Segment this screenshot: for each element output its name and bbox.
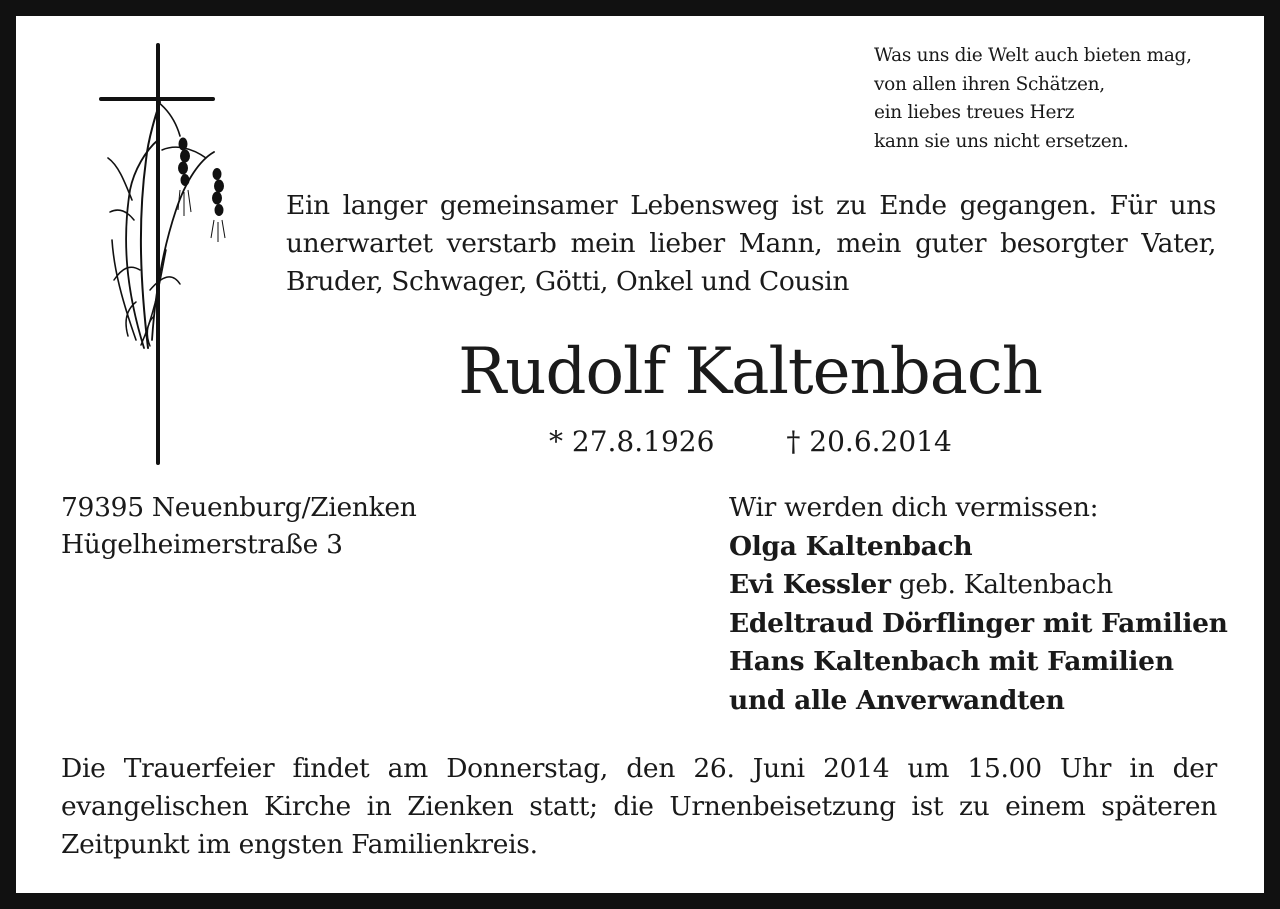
birth-date: * 27.8.1926 — [549, 425, 715, 458]
notice-line: evangelischen Kirche in Zienken statt; die Urnenbeisetzung ist zu einem späteren — [61, 791, 1217, 822]
intro-line: unerwartet verstarb mein lieber Mann, mein guter besorgter Vater, — [286, 228, 1216, 259]
deceased-name: Rudolf Kaltenbach — [458, 335, 1042, 409]
intro-line: Ein langer gemeinsamer Lebensweg ist zu Ende gegangen. Für uns — [286, 190, 1216, 221]
notice-line: Die Trauerfeier findet am Donnerstag, den 26. Juni 2014 um 15.00 Uhr in der — [61, 753, 1217, 784]
mourner-name: Edeltraud Dörflinger mit Familien — [729, 607, 1228, 639]
mourner-name: Hans Kaltenbach mit Familien — [729, 646, 1174, 677]
poem-line: kann sie uns nicht ersetzen. — [874, 130, 1129, 152]
mourners-block — [729, 489, 1228, 720]
poem-line: ein liebes treues Herz — [874, 102, 1075, 123]
mourner-name: und alle Anverwandten — [729, 684, 1065, 716]
poem — [874, 42, 1254, 156]
life-dates — [549, 422, 952, 462]
death-date: † 20.6.2014 — [786, 425, 952, 458]
address-line: Hügelheimerstraße 3 — [61, 529, 343, 560]
funeral-notice — [61, 750, 1217, 864]
intro-text — [286, 187, 1216, 301]
poem-line: von allen ihren Schätzen, — [874, 73, 1105, 95]
mourners-heading: Wir werden dich vermissen: — [729, 492, 1099, 523]
intro-line: Bruder, Schwager, Götti, Onkel und Cousin — [286, 266, 849, 297]
mourner-name: Olga Kaltenbach — [729, 530, 973, 562]
poem-line: Was uns die Welt auch bieten mag, — [874, 45, 1192, 66]
mourner-suffix: geb. Kaltenbach — [898, 569, 1113, 600]
notice-line: Zeitpunkt im engsten Familienkreis. — [61, 829, 538, 860]
address-line: 79395 Neuenburg/Zienken — [61, 492, 417, 523]
mourner-name: Evi Kessler — [729, 569, 891, 600]
address-block — [61, 489, 417, 563]
cross-with-wheat-icon — [96, 40, 236, 470]
